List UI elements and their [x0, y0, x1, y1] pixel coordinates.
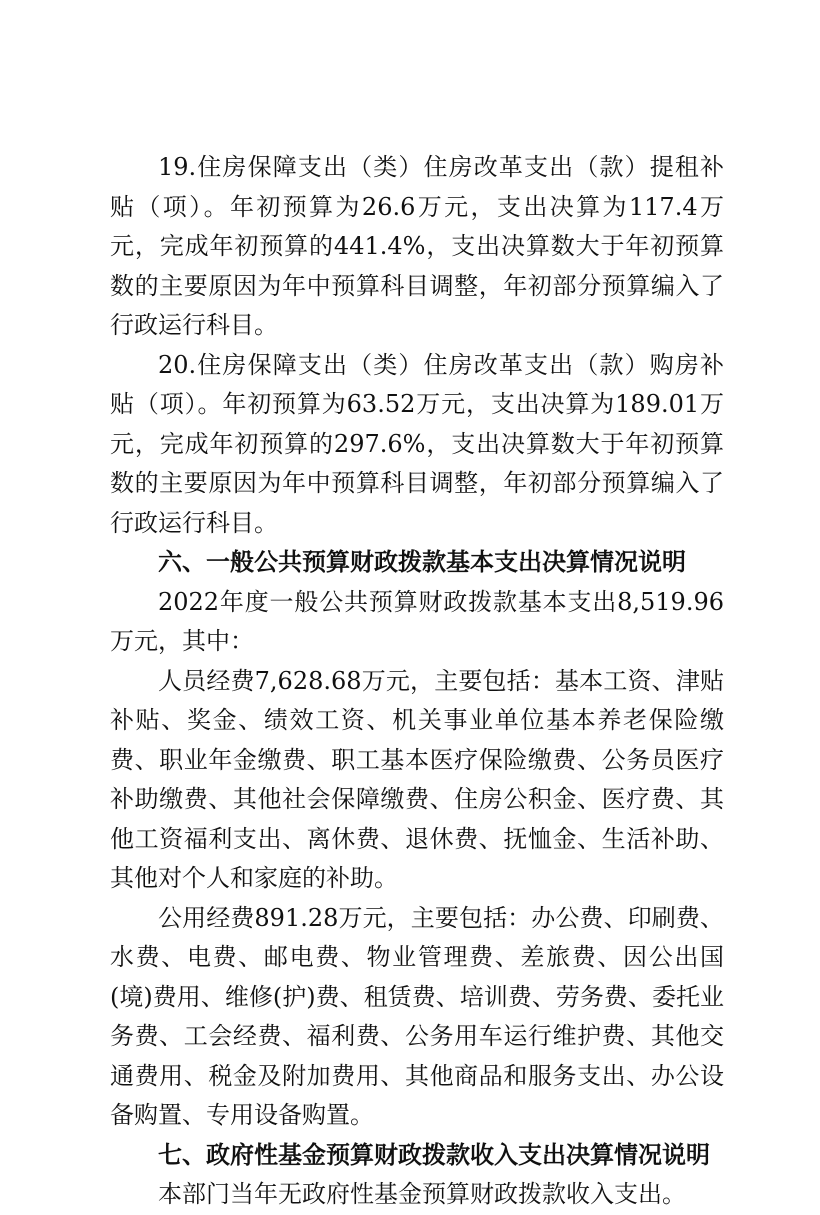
paragraph-personnel-expenses: 人员经费7,628.68万元，主要包括：基本工资、津贴补贴、奖金、绩效工资、机关事业单位基本养老保险缴费、职业年金缴费、职工基本医疗保险缴费、公务员医疗补助缴费、其他社会保障缴费、住房公积金、医疗费、其他工资福利支出、离休费、退休费、抚恤金、生活补助、其他对个人和家庭的补助。	[110, 666, 724, 892]
document-body	[110, 148, 724, 1215]
paragraph-basic-expenditure-total: 2022年度一般公共预算财政拨款基本支出8,519.96万元，其中：	[110, 587, 724, 655]
section-heading-6: 六、一般公共预算财政拨款基本支出决算情况说明	[158, 548, 686, 576]
section-heading-7: 七、政府性基金预算财政拨款收入支出决算情况说明	[158, 1140, 710, 1169]
paragraph-government-fund: 本部门当年无政府性基金预算财政拨款收入支出。	[158, 1180, 686, 1208]
paragraph-public-expenses: 公用经费891.28万元，主要包括：办公费、印刷费、水费、电费、邮电费、物业管理费、差旅费、因公出国(境)费用、维修(护)费、租赁费、培训费、劳务费、委托业务费、工会经费、福利费、公务用车运行维护费、其他交通费用、税金及附加费用、其他商品和服务支出、办公设备购置、专用设备购置。	[110, 903, 724, 1129]
paragraph-item-19: 19.住房保障支出（类）住房改革支出（款）提租补贴（项）。年初预算为26.6万元，支出决算为117.4万元，完成年初预算的441.4%，支出决算数大于年初预算数的主要原因为年中预算科目调整，年初部分预算编入了行政运行科目。	[110, 153, 724, 339]
paragraph-item-20: 20.住房保障支出（类）住房改革支出（款）购房补贴（项）。年初预算为63.52万元，支出决算为189.01万元，完成年初预算的297.6%，支出决算数大于年初预算数的主要原因为年中预算科目调整，年初部分预算编入了行政运行科目。	[110, 350, 724, 537]
